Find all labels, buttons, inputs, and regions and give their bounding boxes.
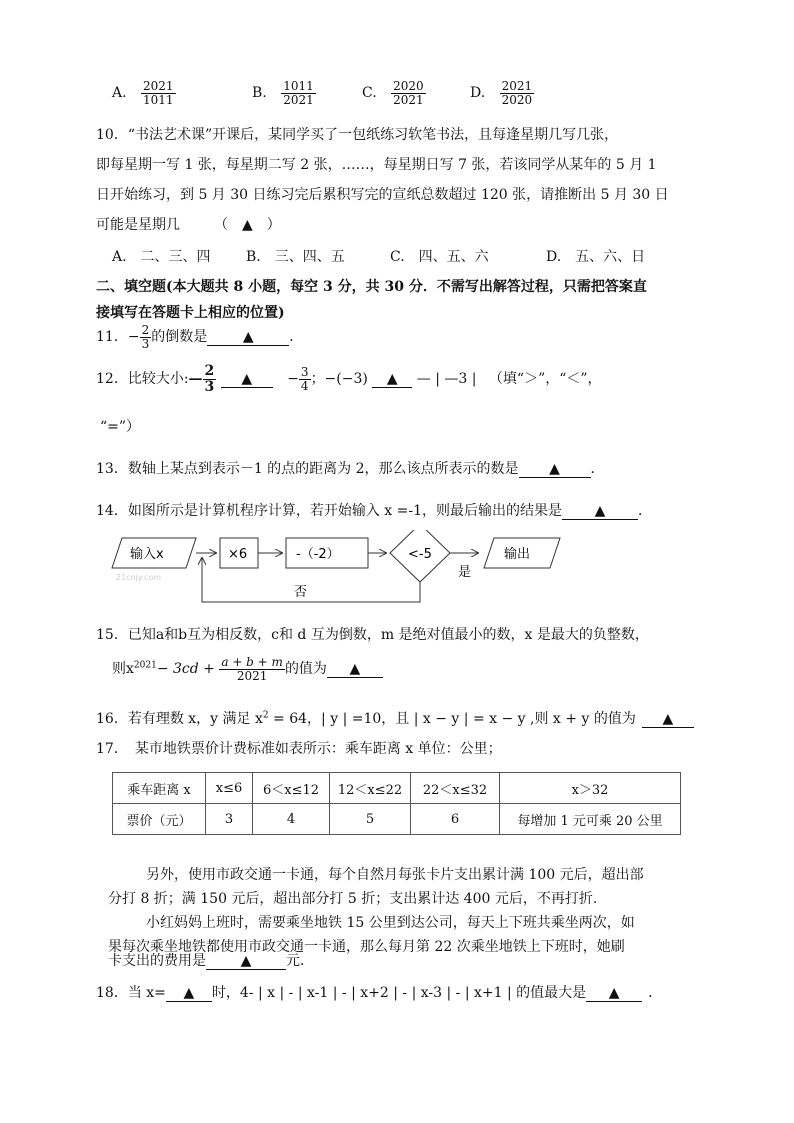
answer-blank: ▲ (519, 461, 591, 478)
q9-option-a: A. $\frac{2021}{1011}$ (112, 79, 174, 107)
table-header-cell: 6＜x≤12 (253, 773, 330, 804)
table-cell: 6 (411, 804, 500, 835)
answer-blank: ▲ (206, 953, 286, 970)
answer-blank: ▲ (166, 985, 212, 1002)
table-header-cell: 22＜x≤32 (411, 773, 500, 804)
question-15-line2: 则$x^{2021}- 3cd$ + $\frac{a + b + m}{2021}$ 的值为 ▲ (112, 656, 383, 682)
condition-label: <-5 (408, 547, 432, 562)
answer-mark: （ ▲ ） (214, 217, 281, 233)
fare-table (112, 772, 681, 835)
table-cell: 票价（元） (113, 804, 206, 835)
table-header-cell: x＞32 (500, 773, 681, 804)
no-label: 否 (294, 585, 308, 600)
q17-paragraph2-line1: 小红妈妈上班时，需要乘坐地铁 15 公里到达公司，每天上下班共乘坐两次，如 (146, 915, 635, 931)
q10-line1: 10．“书法艺术课”开课后，某同学买了一包纸练习软笔书法，且每逢星期几写几张， (96, 127, 619, 143)
section2-heading-line1: 二、填空题(本大题共 8 小题，每空 3 分，共 30 分．不需写出解答过程，只需把答案直 (96, 279, 647, 295)
table-header-cell: 乘车距离 x (113, 773, 206, 804)
answer-blank: ▲ (327, 661, 383, 678)
answer-blank: ▲ (372, 371, 412, 388)
q9-option-d: D. $\frac{2021}{2020}$ (470, 79, 533, 107)
table-row (113, 804, 681, 835)
q17-paragraph2-line3: 卡支出的费用是 ▲ 元． (108, 953, 314, 969)
question-18: 18．当 x= ▲ 时，4- | x | - | x-1 | - | x+2 | - | x-3 | - | x+1 | 的值最大是 ▲ ． (96, 985, 663, 1001)
q10-option-b: B. 三、四、五 (246, 249, 345, 265)
question-12: 12．比较大小:— $\frac{2}{3}$ ▲ − $\frac{3}{4}$ ；−(−3) ▲ — | —3 | （填“＞”，“＜”， (96, 363, 602, 395)
question-16: 16．若有理数 x，y 满足 $x^2 = 64$，| y | =10，且 | x − y | = x − y ,则 x + y 的值为 ▲ (96, 708, 694, 728)
q17-paragraph1-line2: 分打 8 折；满 150 元后，超出部分打 5 折；支出累计达 400 元后，不再打折. (108, 891, 598, 907)
question-15-line1: 15．已知a和b互为相反数，c和 d 互为倒数，m 是绝对值最小的数，x 是最大的负整数， (96, 627, 649, 643)
answer-blank: ▲ (562, 503, 638, 520)
table-header-cell: 12＜x≤22 (330, 773, 411, 804)
question-14: 14．如图所示是计算机程序计算，若开始输入 x =-1，则最后输出的结果是 ▲ ． (96, 503, 652, 519)
watermark: 21cnjy.com (116, 573, 162, 582)
table-cell: 4 (253, 804, 330, 835)
q9-option-b: B. $\frac{1011}{2021}$ (252, 79, 314, 107)
question-12-hint: “=”） (100, 419, 141, 435)
program-flowchart (110, 530, 570, 606)
q10-line4: 可能是星期几 （ ▲ ） (96, 217, 281, 233)
yes-label: 是 (458, 565, 472, 580)
input-label: 输入x (130, 547, 164, 562)
q10-line2: 即每星期一写 1 张，每星期二写 2 张，……，每星期日写 7 张，若该同学从某年的 5 月 1 (96, 157, 657, 173)
question-17-intro: 17． 某市地铁票价计费标准如表所示：乘车距离 x 单位：公里； (96, 741, 502, 757)
section2-heading-line2: 接填写在答题卡上相应的位置) (96, 305, 285, 321)
answer-blank: ▲ (642, 711, 694, 728)
multiply-label: ×6 (228, 547, 248, 562)
q10-option-a: A. 二、三、四 (112, 249, 211, 265)
output-label: 输出 (504, 547, 531, 562)
q10-line3: 日开始练习，到 5 月 30 日练习完后累积写完的宣纸总数超过 120 张，请推断出 5 月 30 日 (96, 187, 669, 203)
q10-option-d: D. 五、六、日 (546, 249, 646, 265)
answer-blank: ▲ (221, 371, 273, 388)
answer-blank: ▲ (586, 985, 642, 1002)
question-11: 11．− $\frac{2}{3}$ 的倒数是 ▲ ． (96, 323, 304, 351)
q17-paragraph1-line1: 另外，使用市政交通一卡通，每个自然月每张卡片支出累计满 100 元后，超出部 (146, 867, 644, 883)
question-13: 13．数轴上某点到表示－1 的点的距离为 2，那么该点所表示的数是 ▲ ． (96, 461, 605, 477)
table-header-cell: x≤6 (206, 773, 253, 804)
table-cell: 5 (330, 804, 411, 835)
table-row (113, 773, 681, 804)
q17-paragraph2-line2: 果每次乘坐地铁都使用市政交通一卡通，那么每月第 22 次乘坐地铁上下班时，她刷 (108, 939, 625, 955)
q10-option-c: C. 四、五、六 (390, 249, 489, 265)
subtract-label: -（-2） (296, 547, 340, 562)
q9-option-c: C. $\frac{2020}{2021}$ (362, 79, 424, 107)
answer-blank: ▲ (207, 329, 289, 346)
table-cell: 3 (206, 804, 253, 835)
table-cell: 每增加 1 元可乘 20 公里 (500, 804, 681, 835)
